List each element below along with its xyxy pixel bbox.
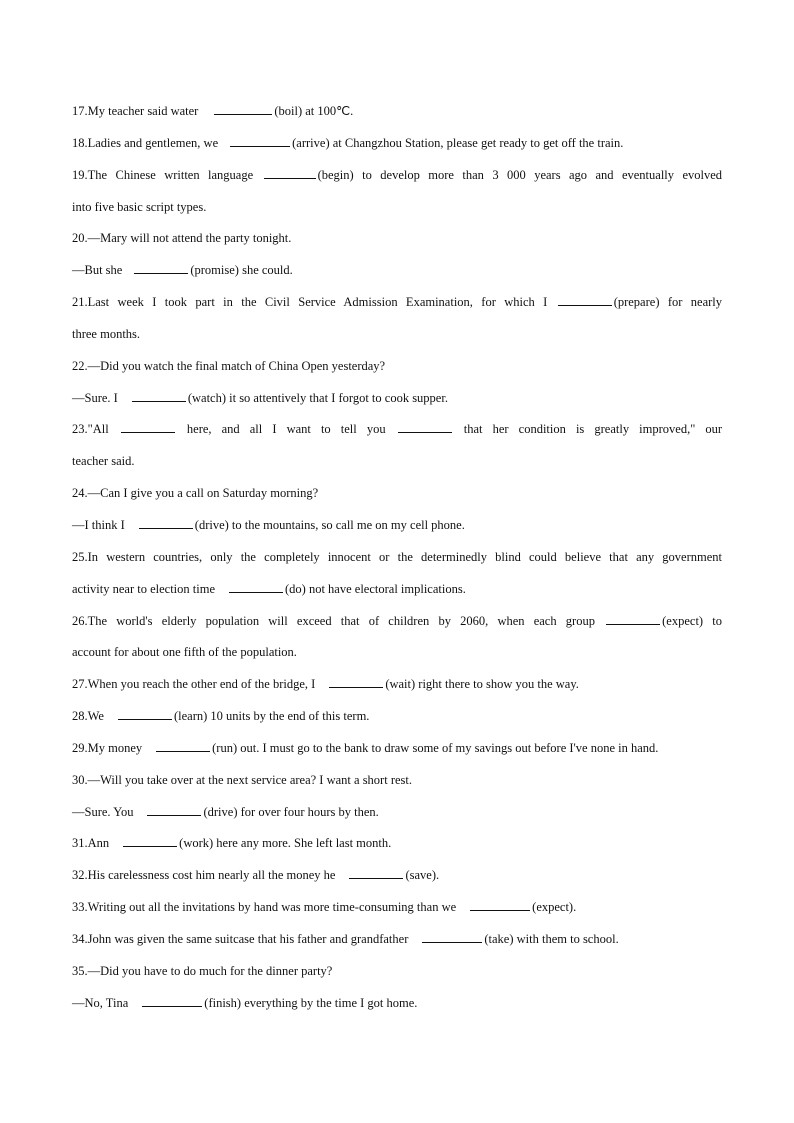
question-text: 34.John was given the same suitcase that his father and grandfather bbox=[72, 931, 409, 946]
question-23-cont bbox=[72, 450, 722, 482]
verb-hint: (save). bbox=[405, 868, 440, 883]
answer-blank[interactable] bbox=[606, 611, 660, 625]
question-19-cont bbox=[72, 196, 722, 228]
answer-blank[interactable] bbox=[121, 419, 175, 433]
verb-hint: (finish) everything by the time I got home. bbox=[204, 995, 418, 1010]
verb-hint: (promise) she could. bbox=[190, 263, 293, 278]
question-text: 23."All bbox=[72, 422, 109, 437]
question-text: 31.Ann bbox=[72, 836, 110, 851]
question-35-reply bbox=[72, 992, 722, 1024]
question-text: into five basic script types. bbox=[72, 199, 207, 214]
verb-hint: (boil) at 100℃. bbox=[274, 104, 354, 118]
question-32 bbox=[72, 864, 722, 896]
question-text: activity near to election time bbox=[72, 581, 215, 596]
question-text: here, and all I want to tell you bbox=[186, 422, 386, 437]
verb-hint: (work) here any more. She left last month. bbox=[179, 836, 392, 851]
verb-hint: (watch) it so attentively that I forgot to cook supper. bbox=[187, 390, 448, 405]
question-20-reply bbox=[72, 259, 722, 291]
answer-blank[interactable] bbox=[349, 865, 403, 879]
question-24-reply bbox=[72, 514, 722, 546]
question-text: 27.When you reach the other end of the bridge, I bbox=[72, 677, 316, 692]
question-18 bbox=[72, 132, 722, 164]
answer-blank[interactable] bbox=[132, 388, 186, 402]
verb-hint: (begin) to develop more than 3 000 years ago and eventually evolved bbox=[317, 167, 723, 182]
answer-blank[interactable] bbox=[398, 419, 452, 433]
question-20 bbox=[72, 227, 722, 259]
question-text: account for about one fifth of the population. bbox=[72, 645, 297, 660]
question-26 bbox=[72, 610, 722, 642]
answer-blank[interactable] bbox=[329, 674, 383, 688]
question-text: 25.In western countries, only the completely innocent or the determinedly blind could believe that any government bbox=[72, 549, 722, 564]
question-22-reply bbox=[72, 387, 722, 419]
verb-hint: (expect) to bbox=[662, 613, 722, 628]
answer-blank[interactable] bbox=[422, 929, 482, 943]
answer-blank[interactable] bbox=[139, 515, 193, 529]
worksheet-page bbox=[72, 100, 722, 1023]
question-text: —I think I bbox=[72, 517, 125, 532]
question-30-reply bbox=[72, 801, 722, 833]
verb-hint: (learn) 10 units by the end of this term. bbox=[173, 709, 370, 724]
question-21-cont bbox=[72, 323, 722, 355]
verb-hint: (arrive) at Changzhou Station, please get ready to get off the train. bbox=[292, 135, 624, 150]
question-22 bbox=[72, 355, 722, 387]
answer-blank[interactable] bbox=[470, 897, 530, 911]
question-text: 17.My teacher said water bbox=[72, 104, 199, 118]
verb-hint: (take) with them to school. bbox=[484, 931, 619, 946]
question-26-cont bbox=[72, 641, 722, 673]
answer-blank[interactable] bbox=[118, 706, 172, 720]
question-27 bbox=[72, 673, 722, 705]
question-text: 32.His carelessness cost him nearly all the money he bbox=[72, 868, 336, 883]
verb-hint: (drive) for over four hours by then. bbox=[203, 804, 379, 819]
answer-blank[interactable] bbox=[214, 101, 272, 115]
question-33 bbox=[72, 896, 722, 928]
answer-blank[interactable] bbox=[558, 292, 612, 306]
question-30 bbox=[72, 769, 722, 801]
verb-hint: (do) not have electoral implications. bbox=[285, 581, 466, 596]
verb-hint: (run) out. I must go to the bank to draw some of my savings out before I've none in hand. bbox=[212, 740, 659, 755]
answer-blank[interactable] bbox=[230, 133, 290, 147]
verb-hint: (wait) right there to show you the way. bbox=[385, 677, 579, 692]
question-text: three months. bbox=[72, 326, 141, 341]
question-text: 22.—Did you watch the final match of China Open yesterday? bbox=[72, 358, 386, 373]
question-text: 21.Last week I took part in the Civil Service Admission Examination, for which I bbox=[72, 295, 548, 310]
answer-blank[interactable] bbox=[142, 993, 202, 1007]
question-text: 35.—Did you have to do much for the dinner party? bbox=[72, 963, 333, 978]
question-text: —Sure. You bbox=[72, 804, 134, 819]
answer-blank[interactable] bbox=[134, 260, 188, 274]
question-text: teacher said. bbox=[72, 454, 135, 469]
question-text: 20.—Mary will not attend the party tonight. bbox=[72, 231, 292, 246]
question-25-cont bbox=[72, 578, 722, 610]
question-21 bbox=[72, 291, 722, 323]
question-text: —Sure. I bbox=[72, 390, 118, 405]
question-19 bbox=[72, 164, 722, 196]
question-25 bbox=[72, 546, 722, 578]
question-text: 19.The Chinese written language bbox=[72, 167, 254, 182]
question-24 bbox=[72, 482, 722, 514]
question-29 bbox=[72, 737, 722, 769]
question-34 bbox=[72, 928, 722, 960]
verb-hint: (prepare) for nearly bbox=[613, 295, 723, 310]
question-23 bbox=[72, 418, 722, 450]
question-text: 26.The world's elderly population will exceed that of children by 2060, when each group bbox=[72, 613, 595, 628]
question-text: 33.Writing out all the invitations by hand was more time-consuming than we bbox=[72, 900, 457, 915]
question-text: 18.Ladies and gentlemen, we bbox=[72, 135, 219, 150]
answer-blank[interactable] bbox=[264, 165, 316, 179]
question-28 bbox=[72, 705, 722, 737]
verb-hint: (expect). bbox=[532, 900, 577, 915]
question-text: that her condition is greatly improved," our bbox=[463, 422, 723, 437]
answer-blank[interactable] bbox=[123, 833, 177, 847]
question-text: 29.My money bbox=[72, 740, 143, 755]
question-35 bbox=[72, 960, 722, 992]
answer-blank[interactable] bbox=[147, 802, 201, 816]
answer-blank[interactable] bbox=[229, 579, 283, 593]
question-17 bbox=[72, 100, 722, 132]
question-31 bbox=[72, 832, 722, 864]
question-text: 24.—Can I give you a call on Saturday morning? bbox=[72, 486, 319, 501]
question-text: 28.We bbox=[72, 709, 104, 724]
verb-hint: (drive) to the mountains, so call me on my cell phone. bbox=[194, 517, 465, 532]
question-text: 30.—Will you take over at the next service area? I want a short rest. bbox=[72, 772, 412, 787]
question-text: —But she bbox=[72, 263, 123, 278]
answer-blank[interactable] bbox=[156, 738, 210, 752]
question-text: —No, Tina bbox=[72, 995, 129, 1010]
